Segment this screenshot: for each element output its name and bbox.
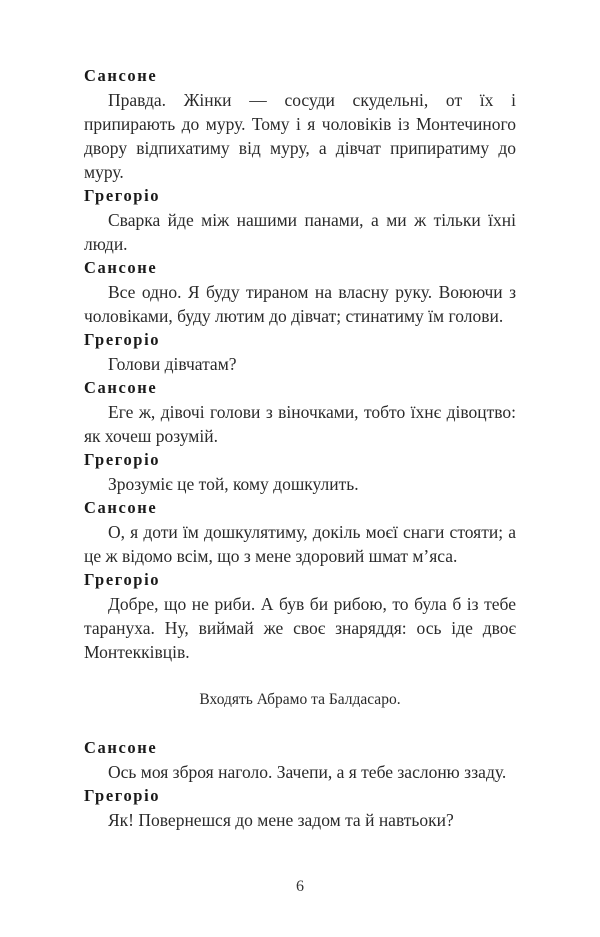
speech-text: Ось моя зброя наголо. Зачепи, а я тебе заслоню ззаду.	[108, 762, 507, 782]
speech-text: О, я доти їм дошкулятиму, докіль моєї снаги стояти; а це ж відомо всім, що з мене здоровий шмат м’яса.	[84, 522, 516, 566]
speaker-name: Сансоне	[84, 258, 158, 277]
speaker-name: Сансоне	[84, 738, 158, 757]
speaker-name: Грегоріо	[84, 186, 161, 205]
speaker-name: Грегоріо	[84, 450, 161, 469]
page-number: 6	[296, 878, 304, 895]
speech-text: Еге ж, дівочі голови з віночками, тобто їхнє дівоцтво: як хочеш розумій.	[84, 402, 516, 446]
speech-text: Голови дівчатам?	[108, 354, 237, 374]
stage-direction: Входять Абрамо та Балдасаро.	[199, 691, 401, 708]
speaker-name: Сансоне	[84, 66, 158, 85]
speaker-name: Грегоріо	[84, 330, 161, 349]
speech-text: Зрозуміє це той, кому дошкулить.	[108, 474, 359, 494]
speech-text: Сварка йде між нашими панами, а ми ж тільки їхні люди.	[84, 210, 516, 254]
speech-text: Все одно. Я буду тираном на власну руку. Воюючи з чоловіками, буду лютим до дівчат; стинатиму їм голови.	[84, 282, 516, 326]
speaker-name: Грегоріо	[84, 786, 161, 805]
speech-text: Правда. Жінки — сосуди скудельні, от їх і припирають до муру. Тому і я чоловіків із Монтечиного двору відпихатиму від муру, а дівчат припиратиму до муру.	[84, 90, 516, 182]
speaker-name: Грегоріо	[84, 570, 161, 589]
page-body	[84, 64, 516, 832]
speech-text: Добре, що не риби. А був би рибою, то була б із тебе тарануха. Ну, виймай же своє знаряддя: ось іде двоє Монтекківців.	[84, 594, 516, 662]
speaker-name: Сансоне	[84, 378, 158, 397]
speech-text: Як! Повернешся до мене задом та й навтьоки?	[108, 810, 454, 830]
speaker-name: Сансоне	[84, 498, 158, 517]
